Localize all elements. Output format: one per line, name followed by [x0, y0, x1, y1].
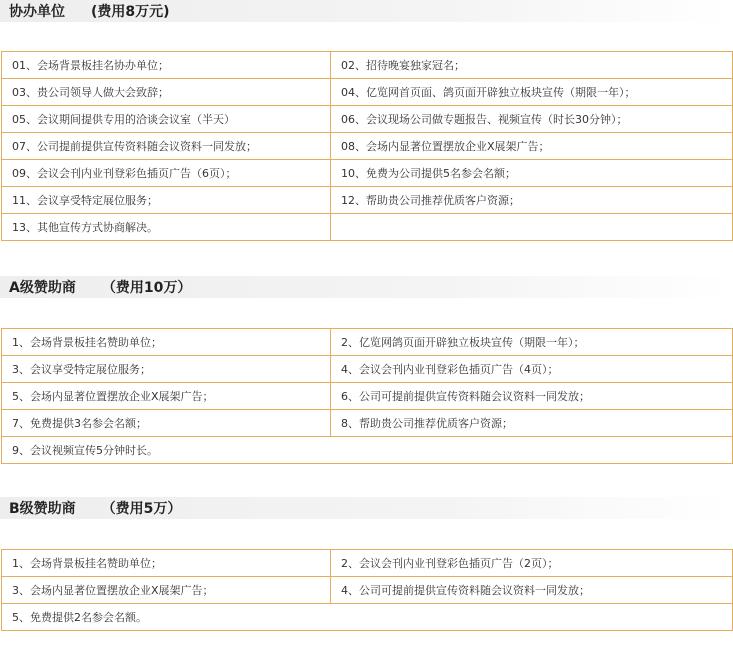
section-header	[0, 497, 733, 519]
section-sponsor-b	[0, 497, 733, 519]
benefit-item: 04、亿览网首页面、鸽页面开辟独立板块宣传（期限一年）；	[331, 79, 733, 106]
benefit-item: 1、会场背景板挂名赞助单位；	[2, 329, 331, 356]
benefit-item: 4、公司可提前提供宣传资料随会议资料一同发放；	[331, 577, 733, 604]
benefit-item: 11、会议享受特定展位服务；	[2, 187, 331, 214]
benefit-item: 05、会议期间提供专用的洽谈会议室（半天）	[2, 106, 331, 133]
benefit-item: 5、会场内显著位置摆放企业X展架广告；	[2, 383, 331, 410]
benefit-item: 3、会场内显著位置摆放企业X展架广告；	[2, 577, 331, 604]
section-title: B级赞助商	[9, 501, 76, 517]
benefits-table-co-organizer	[1, 51, 733, 241]
section-co-organizer	[0, 0, 733, 22]
benefit-item: 13、其他宣传方式协商解决。	[2, 214, 331, 241]
benefit-item: 6、公司可提前提供宣传资料随会议资料一同发放；	[331, 383, 733, 410]
section-title: A级赞助商	[9, 280, 76, 296]
table-row	[2, 214, 733, 241]
table-row	[2, 79, 733, 106]
table-row	[2, 52, 733, 79]
benefit-item: 2、会议会刊内业刊登彩色插页广告（2页）；	[331, 550, 733, 577]
section-title: 协办单位	[9, 4, 65, 20]
table-row	[2, 106, 733, 133]
section-header	[0, 276, 733, 298]
benefit-item: 3、会议享受特定展位服务；	[2, 356, 331, 383]
benefit-item: 03、贵公司领导人做大会致辞；	[2, 79, 331, 106]
section-sponsor-a	[0, 276, 733, 298]
table-row	[2, 356, 733, 383]
benefit-item: 01、会场背景板挂名协办单位；	[2, 52, 331, 79]
benefit-item: 5、免费提供2名参会名额。	[2, 604, 733, 631]
table-row	[2, 187, 733, 214]
benefit-item: 12、帮助贵公司推荐优质客户资源；	[331, 187, 733, 214]
benefit-item: 1、会场背景板挂名赞助单位；	[2, 550, 331, 577]
table-row	[2, 329, 733, 356]
table-row	[2, 133, 733, 160]
table-row	[2, 577, 733, 604]
benefit-item: 7、免费提供3名参会名额；	[2, 410, 331, 437]
benefit-item: 09、会议会刊内业刊登彩色插页广告（6页）；	[2, 160, 331, 187]
table-row	[2, 437, 733, 464]
section-fee: (费用8万元)	[91, 4, 170, 20]
benefit-item: 9、会议视频宣传5分钟时长。	[2, 437, 733, 464]
benefit-item: 02、招待晚宴独家冠名；	[331, 52, 733, 79]
benefit-item-empty	[331, 214, 733, 241]
benefits-table-sponsor-b	[1, 549, 733, 631]
section-fee: （费用10万）	[101, 280, 192, 296]
table-row	[2, 550, 733, 577]
table-row	[2, 383, 733, 410]
benefit-item: 2、亿览网鸽页面开辟独立板块宣传（期限一年）；	[331, 329, 733, 356]
table-row	[2, 604, 733, 631]
section-fee: （费用5万）	[101, 501, 182, 517]
benefit-item: 07、公司提前提供宣传资料随会议资料一同发放；	[2, 133, 331, 160]
benefit-item: 8、帮助贵公司推荐优质客户资源；	[331, 410, 733, 437]
table-row	[2, 160, 733, 187]
benefit-item: 4、会议会刊内业刊登彩色插页广告（4页）；	[331, 356, 733, 383]
section-header	[0, 0, 733, 22]
benefit-item: 10、免费为公司提供5名参会名额；	[331, 160, 733, 187]
table-row	[2, 410, 733, 437]
benefit-item: 08、会场内显著位置摆放企业X展架广告；	[331, 133, 733, 160]
benefit-item: 06、会议现场公司做专题报告、视频宣传（时长30分钟）；	[331, 106, 733, 133]
benefits-table-sponsor-a	[1, 328, 733, 464]
